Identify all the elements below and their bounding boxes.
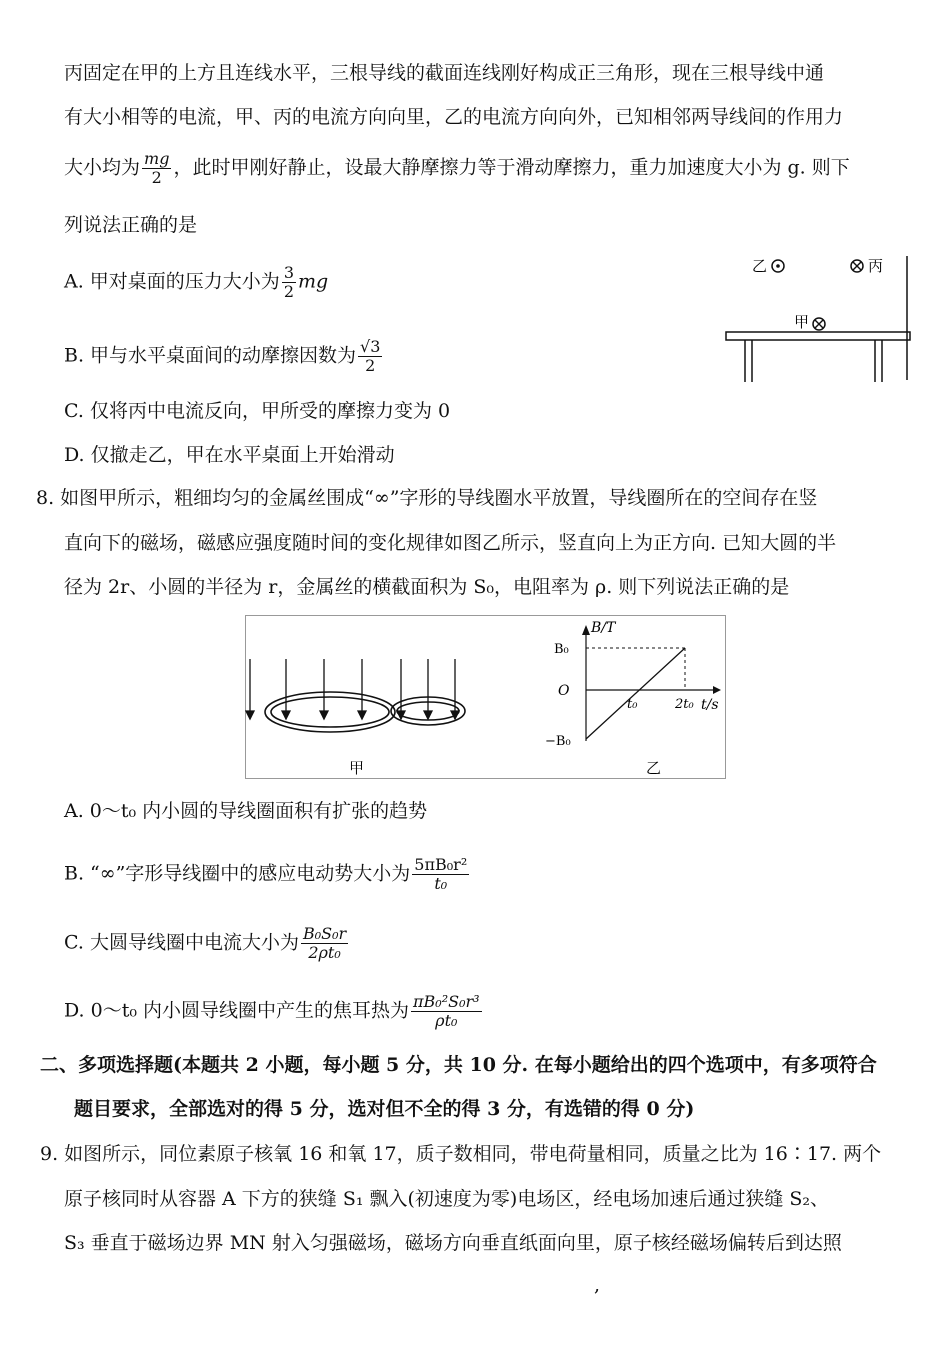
opt-a-text: A. 甲对桌面的压力大小为	[64, 270, 280, 293]
q7-figure-wires-table	[720, 250, 915, 385]
frac-den: 2	[283, 282, 294, 301]
opt-d-text: D. 0～t₀ 内小圆导线圈中产生的焦耳热为	[64, 999, 410, 1022]
figure-yi-label: 乙	[646, 759, 662, 777]
q7-line-3-post: ，此时甲刚好静止，设最大静摩擦力等于滑动摩擦力，重力加速度大小为 g. 则下	[173, 156, 850, 179]
section2-heading-line-2: 题目要求，全部选对的得 5 分，选对但不全的得 3 分，有选错的得 0 分)	[74, 1098, 695, 1120]
q8-line-2: 直向下的磁场，磁感应强度随时间的变化规律如图乙所示，竖直向上为正方向. 已知大圆的半	[64, 532, 837, 554]
fraction-emf	[412, 856, 469, 893]
q8-line-1: 8. 如图甲所示，粗细均匀的金属丝围成“∞”字形的导线圈水平放置，导线圈所在的空间存在竖	[36, 487, 818, 509]
frac-num: √3	[360, 337, 381, 356]
fraction-3-over-2	[282, 264, 296, 301]
frac-num: mg	[144, 149, 170, 168]
q8-figure	[245, 615, 727, 780]
q7-option-d: D. 仅撤走乙，甲在水平桌面上开始滑动	[64, 444, 395, 466]
opt-c-text: C. 大圆导线圈中电流大小为	[64, 931, 299, 954]
section2-heading-line-1: 二、多项选择题(本题共 2 小题，每小题 5 分，共 10 分. 在每小题给出的四个选项中，有多项符合	[40, 1054, 877, 1076]
frac-den: ρt₀	[435, 1011, 458, 1030]
fraction-sqrt3-over-2	[358, 338, 382, 375]
fraction-current	[301, 925, 348, 962]
table-top	[726, 332, 910, 340]
q7-line-3	[64, 150, 850, 187]
frac-num: πB₀²S₀r³	[413, 992, 480, 1011]
tick-b0: B₀	[554, 642, 569, 657]
q9-line-1: 9. 如图所示，同位素原子核氧 16 和氧 17，质子数相同，带电荷量相同，质量之比为 16∶17. 两个	[40, 1143, 882, 1165]
frac-den: 2	[151, 168, 162, 187]
figure-yi-graph	[545, 620, 721, 749]
opt-a-unit: mg	[298, 270, 329, 293]
q8-option-a: A. 0～t₀ 内小圆的导线圈面积有扩张的趋势	[64, 800, 428, 822]
frac-den: 2ρt₀	[308, 943, 341, 962]
q9-line-3: S₃ 垂直于磁场边界 MN 射入匀强磁场，磁场方向垂直纸面向里，原子核经磁场偏转后到达照	[64, 1232, 842, 1254]
q7-line-1: 丙固定在甲的上方且连线水平，三根导线的截面连线刚好构成正三角形，现在三根导线中通	[64, 62, 825, 84]
q8-option-d	[64, 993, 484, 1030]
q8-line-3: 径为 2r、小圆的半径为 r，金属丝的横截面积为 S₀，电阻率为 ρ. 则下列说法正确的是	[64, 576, 790, 598]
y-axis-label: B/T	[591, 620, 616, 636]
frac-num: 5πB₀r²	[414, 855, 468, 874]
b-t-line	[586, 648, 685, 739]
wire-jia-label: 甲	[794, 313, 810, 331]
q7-line-2: 有大小相等的电流，甲、丙的电流方向向里，乙的电流方向向外，已知相邻两导线间的作用力	[64, 106, 844, 128]
tick-2t0: 2t₀	[675, 697, 694, 712]
figure-jia-label: 甲	[349, 759, 365, 777]
q8-option-b	[64, 856, 471, 893]
x-axis-label: t/s	[701, 697, 719, 713]
fraction-heat	[411, 993, 482, 1030]
wire-bing-label: 丙	[868, 257, 884, 275]
q7-line-4: 列说法正确的是	[64, 214, 198, 236]
wire-yi-dot	[776, 264, 780, 268]
magnetic-field-arrows	[246, 659, 459, 719]
frac-num: 3	[283, 263, 294, 282]
frac-den: 2	[365, 356, 376, 375]
tick-neg-b0: −B₀	[545, 734, 571, 749]
q7-line-3-pre: 大小均为	[64, 156, 141, 179]
opt-b-text: B. “∞”字形导线圈中的感应电动势大小为	[64, 862, 411, 885]
footer-mark: ,	[594, 1274, 601, 1296]
q8-option-c	[64, 925, 350, 962]
wire-yi-label: 乙	[752, 257, 768, 275]
origin-label: O	[558, 683, 570, 699]
q7-option-b	[64, 338, 384, 375]
frac-num: B₀S₀r	[302, 924, 347, 943]
q7-option-a	[64, 264, 328, 301]
tick-t0: t₀	[627, 697, 638, 712]
frac-den: t₀	[434, 874, 448, 893]
fraction-mg-over-2	[142, 150, 171, 187]
q9-line-2: 原子核同时从容器 A 下方的狭缝 S₁ 飘入(初速度为零)电场区，经电场加速后通过狭缝 S₂、	[64, 1188, 830, 1210]
opt-b-text: B. 甲与水平桌面间的动摩擦因数为	[64, 344, 357, 367]
q7-option-c: C. 仅将丙中电流反向，甲所受的摩擦力变为 0	[64, 400, 451, 422]
